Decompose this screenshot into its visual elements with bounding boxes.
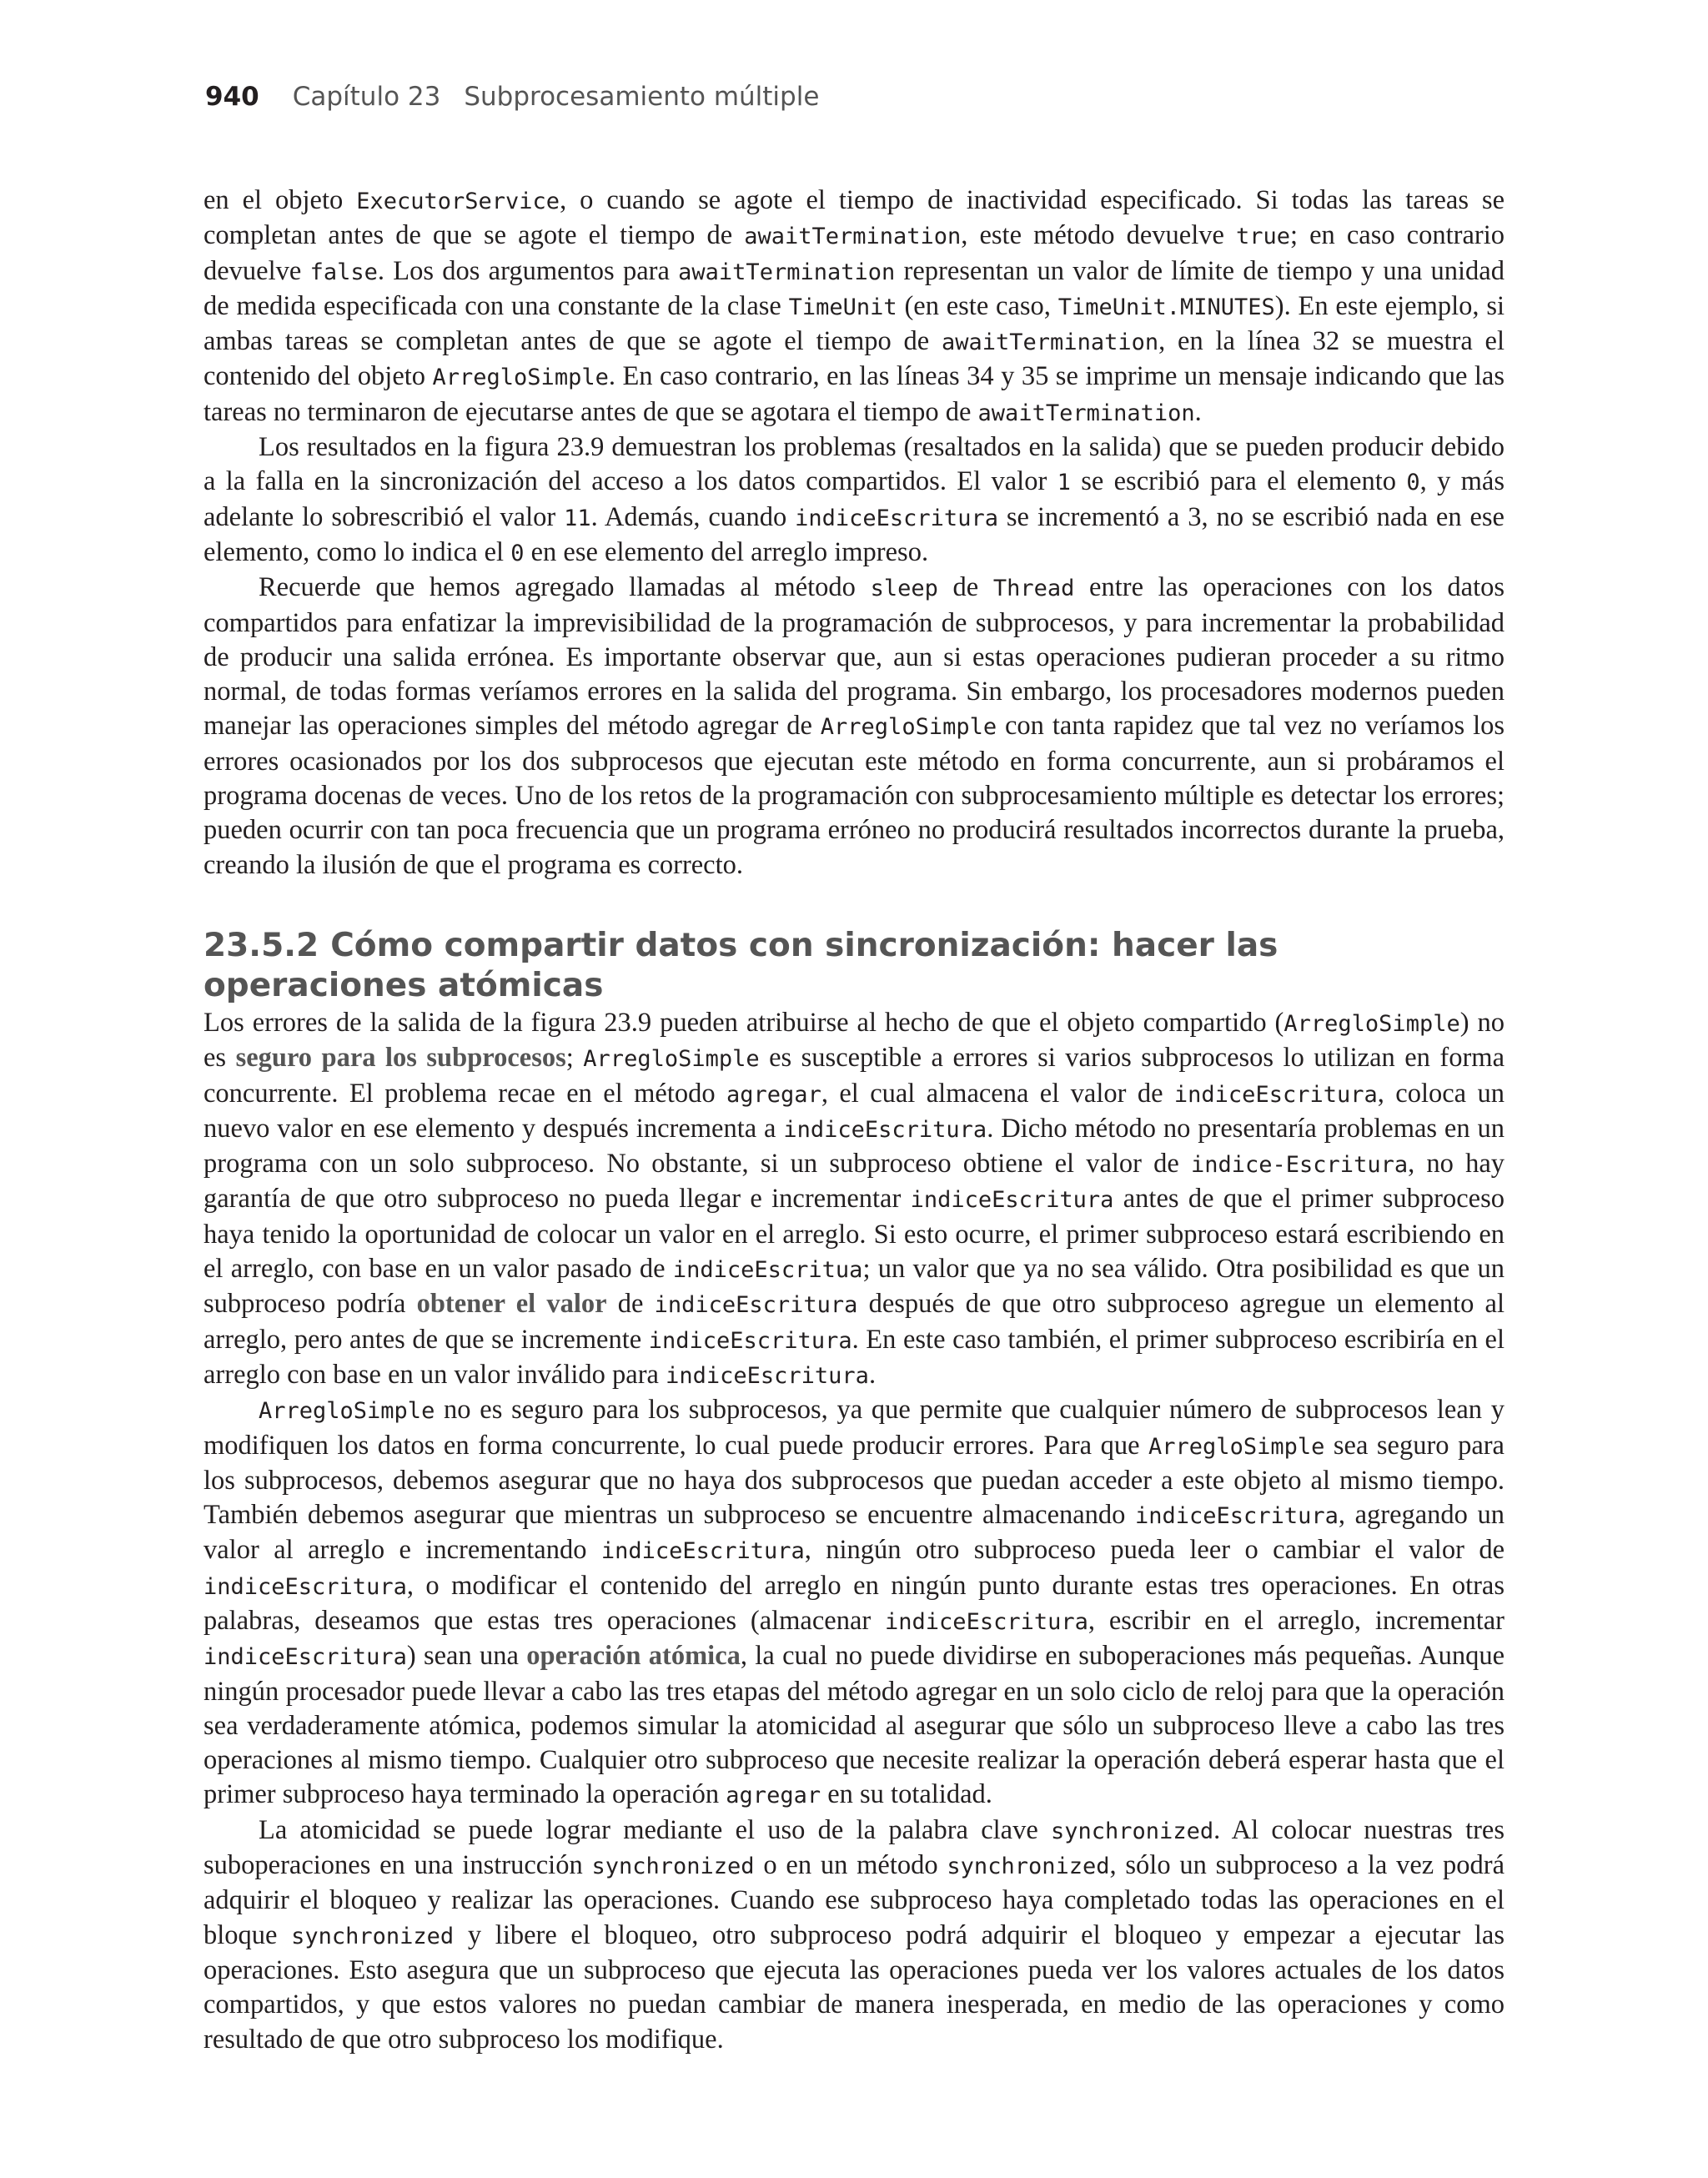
key-term: obtener el valor (416, 1289, 607, 1320)
code-term: Thread (992, 576, 1075, 602)
code-term: ArregloSimple (820, 714, 997, 741)
text-run: después de que otro subproceso agregue un elemento al arreglo, pero antes de que se incremente (203, 1289, 1505, 1355)
text-run: La atomicidad se puede lograr mediante el uso de la palabra clave (259, 1814, 1052, 1845)
code-term: indiceEscritura (910, 1187, 1114, 1214)
text-run: , sólo un subproceso a la vez podrá adquirir el bloqueo y realizar las operaciones. Cuando ese subproceso haya completado todas las operaciones en el bloque (203, 1850, 1505, 1950)
code-term: ArregloSimple (259, 1398, 435, 1425)
code-term: indiceEscritura (666, 1362, 869, 1389)
code-term: ExecutorService (356, 189, 560, 214)
text-run: , en la línea 32 se muestra el contenido del objeto (203, 326, 1505, 392)
paragraph-5 (203, 1393, 1505, 1813)
text-run: Recuerde que hemos agregado llamadas al método (259, 572, 871, 603)
text-run: ; (565, 1043, 584, 1074)
text-run: entre las operaciones con los datos compartidos para enfatizar la imprevisibilidad de la programación de subprocesos, y para incrementar la probabilidad de producir una salida errónea. Es importante observar que, aun si estas operaciones pudieran proceder a su ritmo normal, de todas formas veríamos errores en la salida del programa. Sin embargo, los procesadores modernos pueden manejar las operaciones simples del método agregar de (203, 572, 1505, 742)
text-run: con tanta rapidez que tal vez no veríamos los errores ocasionados por los dos subprocesos que ejecutan este método en forma concurrente, aun si probáramos el programa docenas de veces. Uno de los retos de la programación con subprocesamiento múltiple es detectar los errores; pueden ocurrir con tan poca frecuencia que un programa erróneo no producirá resultados incorrectos durante la prueba, creando la ilusión de que el programa es correcto. (203, 711, 1505, 880)
code-term: synchronized (947, 1854, 1110, 1880)
text-run: y libere el bloqueo, otro subproceso podrá adquirir el bloqueo y empezar a ejecutar las operaciones. Esto asegura que un subproceso que ejecuta las operaciones pueda ver los valores actuales de los datos compartidos, y que estos valores no puedan cambiar de manera inesperada, en medio de las operaciones y como resultado de que otro subproceso los modifique. (203, 1919, 1505, 2055)
code-term: ArregloSimple (583, 1046, 760, 1073)
key-term: operación atómica (526, 1641, 741, 1672)
text-run: . Además, cuando (590, 501, 796, 532)
code-term: indiceEscritura (1135, 1503, 1339, 1530)
code-term: indiceEscritura (203, 1573, 407, 1600)
code-term: indiceEscritua (672, 1257, 863, 1284)
code-term: ArregloSimple (432, 365, 609, 391)
code-term: awaitTermination (942, 329, 1159, 356)
text-run: . (1194, 396, 1202, 427)
code-term: indiceEscritura (654, 1292, 858, 1319)
code-term: awaitTermination (977, 400, 1195, 426)
code-term: agregar (726, 1783, 821, 1809)
section-heading (203, 926, 1505, 1006)
code-term: indice-Escritura (1191, 1152, 1409, 1179)
text-run: . En caso contrario, en las líneas 34 y 35 se imprime un mensaje indicando que las tareas no terminaron de ejecutarse antes de que se agotara el tiempo de (203, 361, 1505, 427)
text-run: , o cuando se agote el tiempo de inactividad especificado. Si todas las tareas se completan antes de que se agote el tiempo de (203, 185, 1505, 251)
text-run: . En este caso también, el primer subproceso escribiría en el arreglo con base en un valor inválido para (203, 1324, 1505, 1390)
text-run: , la cual no puede dividirse en suboperaciones más pequeñas. Aunque ningún procesador puede llevar a cabo las tres etapas del método agregar en un solo ciclo de reloj para que la operación sea verdaderamente atómica, podemos simular la atomicidad al asegurar que sólo un subproceso lleve a cabo las tres operaciones al mismo tiempo. Cualquier otro subproceso que necesite realizar la operación deberá esperar hasta que el primer subproceso haya terminado la operación (203, 1641, 1505, 1810)
paragraph-2 (203, 430, 1505, 571)
paragraph-1 (203, 184, 1505, 430)
text-run: Los errores de la salida de la figura 23.9 pueden atribuirse al hecho de que el objeto compartido ( (203, 1007, 1284, 1038)
body-text (203, 184, 1505, 2057)
chapter-label: Capítulo 23 (292, 82, 441, 112)
code-term: ArregloSimple (1148, 1433, 1325, 1460)
text-run: , escribir en el arreglo, incrementar (1088, 1605, 1505, 1636)
code-term: synchronized (591, 1854, 755, 1880)
text-run: o en un método (754, 1850, 947, 1881)
key-term: seguro para los subprocesos (235, 1043, 566, 1074)
text-run: ) no es (203, 1007, 1505, 1074)
code-term: synchronized (1051, 1818, 1214, 1844)
text-run: ; un valor que ya no sea válido. Otra posibilidad es que un subproceso podría (203, 1254, 1505, 1320)
text-run: de (606, 1289, 655, 1320)
code-term: 0 (510, 540, 525, 566)
code-term: synchronized (291, 1923, 455, 1949)
text-run: ). En este ejemplo, si ambas tareas se completan antes de que se agote el tiempo de (203, 290, 1505, 357)
text-run: , el cual almacena el valor de (821, 1078, 1174, 1109)
running-head (205, 82, 819, 112)
text-run: , o modificar el contenido del arreglo en ningún punto durante estas tres operaciones. En otras palabras, deseamos que estas tres operaciones (almacenar (203, 1570, 1505, 1636)
text-run: , coloca un nuevo valor en ese elemento y después incrementa a (203, 1078, 1505, 1144)
text-run: representan un valor de límite de tiempo y una unidad de medida especificada con una constante de la clase (203, 255, 1505, 321)
text-run: , no hay garantía de que otro subproceso no pueda llegar e incrementar (203, 1149, 1505, 1215)
chapter-title: Subprocesamiento múltiple (464, 82, 820, 112)
text-run: en el objeto (203, 185, 357, 215)
code-term: indiceEscritura (885, 1608, 1088, 1635)
paragraph-4 (203, 1006, 1505, 1393)
paragraph-6 (203, 1813, 1505, 2057)
code-term: true (1236, 224, 1291, 250)
text-run: . (868, 1359, 877, 1390)
code-term: indiceEscritura (783, 1116, 987, 1143)
text-run: ; en caso contrario devuelve (203, 220, 1505, 286)
code-term: awaitTermination (678, 259, 896, 285)
code-term: indiceEscritura (795, 505, 998, 531)
text-run: . Los dos argumentos para (377, 255, 679, 286)
code-term: indiceEscritura (600, 1538, 805, 1565)
page-number: 940 (205, 82, 259, 112)
code-term: indiceEscritura (1173, 1081, 1378, 1108)
text-run: en su totalidad. (821, 1779, 992, 1810)
text-run: . Al colocar nuestras tres suboperaciones en una instrucción (203, 1814, 1505, 1881)
text-run: , agregando un valor al arreglo e incrementando (203, 1500, 1505, 1566)
code-term: agregar (726, 1081, 821, 1108)
code-term: awaitTermination (744, 224, 962, 250)
section-title: Cómo compartir datos con sincronización: hacer las operaciones atómicas (203, 926, 1278, 1004)
code-term: indiceEscritura (648, 1327, 852, 1354)
code-term: TimeUnit.MINUTES (1057, 294, 1275, 320)
section-number: 23.5.2 (203, 926, 319, 964)
text-run: . Dicho método no presentaría problemas en un programa con un solo subproceso. No obstante, si un subproceso obtiene el valor de (203, 1113, 1505, 1180)
text-run: , este método devuelve (961, 220, 1236, 251)
code-term: indiceEscritura (203, 1644, 407, 1671)
code-term: 0 (1406, 470, 1420, 496)
text-run: no es seguro para los subprocesos, ya que permite que cualquier número de subprocesos lean y modifiquen los datos en forma concurrente, lo cual puede producir errores. Para que (203, 1395, 1505, 1461)
code-term: ArregloSimple (1284, 1010, 1460, 1037)
code-term: false (309, 259, 378, 285)
text-run: se escribió para el elemento (1070, 466, 1407, 497)
text-run: ) sean una (406, 1641, 527, 1672)
text-run: (en este caso, (897, 290, 1058, 321)
text-run: se incrementó a 3, no se escribió nada en ese elemento, como lo indica el (203, 501, 1505, 567)
text-run: es susceptible a errores si varios subprocesos lo utilizan en forma concurrente. El problema recae en el método (203, 1043, 1505, 1109)
paragraph-3 (203, 571, 1505, 883)
text-run: Los resultados en la figura 23.9 demuestran los problemas (resaltados en la salida) que se pueden producir debido a la falla en la sincronización del acceso a los datos compartidos. El valor (203, 432, 1505, 497)
text-run: , ningún otro subproceso pueda leer o cambiar el valor de (804, 1535, 1505, 1566)
text-run: en ese elemento del arreglo impreso. (524, 536, 929, 567)
text-run: , y más adelante lo sobrescribió el valor (203, 466, 1505, 532)
text-run: de (937, 572, 993, 603)
code-term: 11 (564, 505, 591, 531)
code-term: TimeUnit (788, 294, 897, 320)
text-run: antes de que el primer subproceso haya tenido la oportunidad de colocar un valor en el arreglo. Si esto ocurre, el primer subproceso estará escribiendo en el arreglo, con base en un valor pasado de (203, 1184, 1505, 1285)
code-term: 1 (1057, 470, 1071, 496)
code-term: sleep (870, 576, 938, 602)
text-run: sea seguro para los subprocesos, debemos asegurar que no haya dos subprocesos que puedan acceder a este objeto al mismo tiempo. También debemos asegurar que mientras un subproceso se encuentre almacenando (203, 1430, 1505, 1531)
